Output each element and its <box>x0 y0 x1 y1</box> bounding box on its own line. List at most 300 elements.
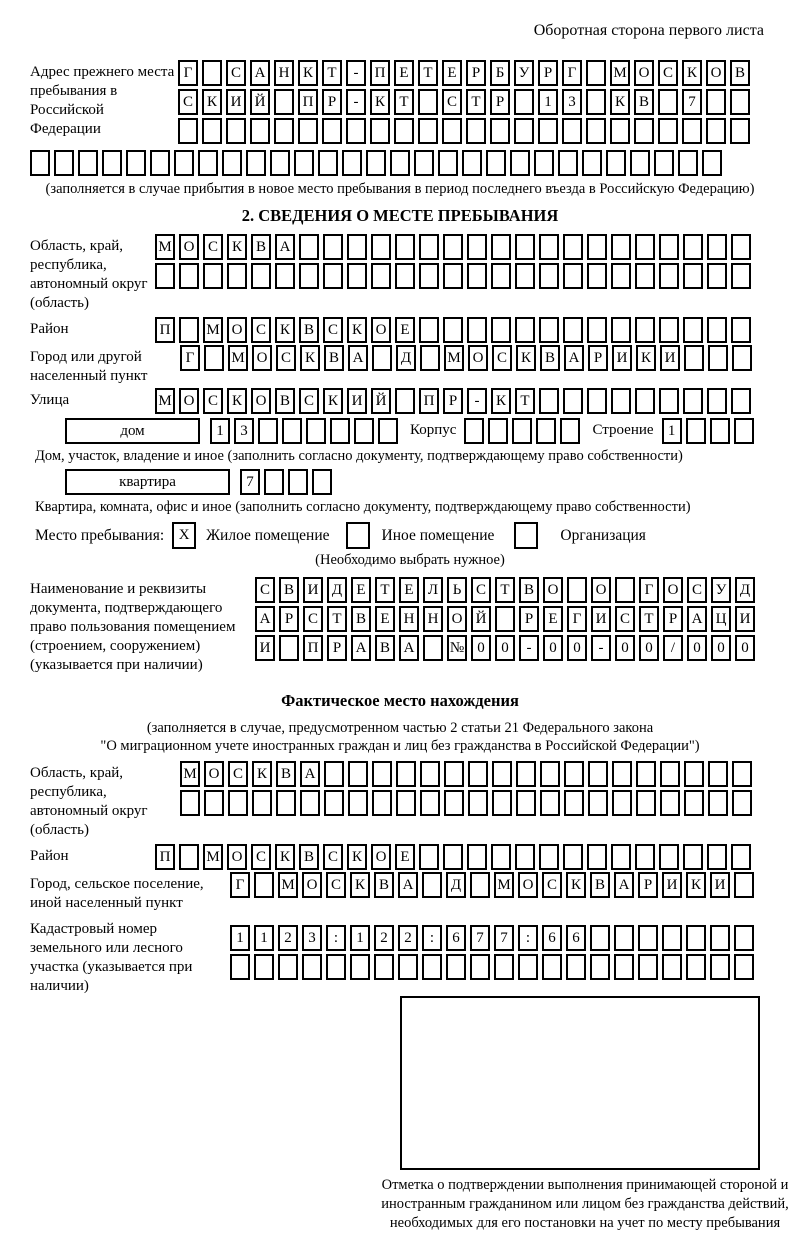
stay-type-label: Место пребывания: <box>35 526 165 544</box>
char-cell <box>371 234 391 260</box>
char-cell: 1 <box>350 925 370 951</box>
char-cell: В <box>251 234 271 260</box>
char-cell <box>659 317 679 343</box>
char-cell <box>467 234 487 260</box>
char-cell <box>734 872 754 898</box>
document-block <box>30 577 770 675</box>
char-cell <box>251 263 271 289</box>
char-cell: И <box>660 345 680 371</box>
char-cell: Р <box>466 60 486 86</box>
char-cell <box>322 118 342 144</box>
char-cell <box>731 844 751 870</box>
char-cell <box>588 761 608 787</box>
char-cell: К <box>491 388 511 414</box>
char-cell: В <box>730 60 750 86</box>
apartment-block <box>65 469 770 495</box>
char-cell <box>635 844 655 870</box>
char-cell <box>564 790 584 816</box>
char-cell <box>707 263 727 289</box>
char-cell: А <box>250 60 270 86</box>
char-cell <box>707 388 727 414</box>
char-cell <box>658 118 678 144</box>
char-cell: Е <box>351 577 371 603</box>
char-cell: Г <box>562 60 582 86</box>
char-cell <box>464 418 484 444</box>
char-cell <box>278 954 298 980</box>
cadastre-row-2 <box>230 954 758 980</box>
char-cell: Р <box>322 89 342 115</box>
char-cell <box>342 150 362 176</box>
char-cell: М <box>203 317 223 343</box>
char-cell: С <box>471 577 491 603</box>
char-cell: И <box>710 872 730 898</box>
char-cell: Е <box>394 60 414 86</box>
prev-address-row-4 <box>30 150 770 176</box>
actual-location-caption-2: "О миграционном учете иностранных граждан и лиц без гражданства в Российской Федерации") <box>100 738 700 754</box>
char-cell: С <box>615 606 635 632</box>
char-cell <box>420 790 440 816</box>
char-cell <box>635 263 655 289</box>
char-cell: 3 <box>562 89 582 115</box>
char-cell <box>330 418 350 444</box>
char-cell <box>654 150 674 176</box>
char-cell: П <box>298 89 318 115</box>
char-cell: : <box>518 925 538 951</box>
char-cell <box>635 317 655 343</box>
char-cell <box>582 150 602 176</box>
region-block <box>30 234 770 313</box>
region-label: Область, край, республика, автономный округ (область) <box>30 238 148 311</box>
char-cell: 7 <box>240 469 260 495</box>
char-cell: К <box>323 388 343 414</box>
char-cell <box>419 317 439 343</box>
char-cell: С <box>203 388 223 414</box>
prev-address-row-1 <box>178 60 754 86</box>
char-cell: С <box>226 60 246 86</box>
char-cell: А <box>300 761 320 787</box>
char-cell <box>587 263 607 289</box>
char-cell: 3 <box>302 925 322 951</box>
char-cell <box>258 418 278 444</box>
char-cell <box>514 118 534 144</box>
char-cell: Й <box>471 606 491 632</box>
char-cell <box>442 118 462 144</box>
char-cell <box>563 388 583 414</box>
char-cell: Ь <box>447 577 467 603</box>
char-cell: К <box>300 345 320 371</box>
char-cell <box>312 469 332 495</box>
char-cell: № <box>447 635 467 661</box>
char-cell: В <box>540 345 560 371</box>
char-cell <box>611 263 631 289</box>
char-cell: Т <box>418 60 438 86</box>
char-cell: К <box>347 844 367 870</box>
char-cell <box>558 150 578 176</box>
char-cell: О <box>371 317 391 343</box>
char-cell <box>684 761 704 787</box>
char-cell <box>467 317 487 343</box>
stamp-caption: Отметка о подтверждении выполнения принимающей стороной и иностранным гражданином или лицом без гражданства действий, необходимых для его постановки на учет по месту пребывания <box>381 1177 789 1231</box>
char-cell: О <box>518 872 538 898</box>
section2-title: 2. СВЕДЕНИЯ О МЕСТЕ ПРЕБЫВАНИЯ <box>241 206 559 225</box>
char-cell: Р <box>519 606 539 632</box>
char-cell <box>396 790 416 816</box>
char-cell: О <box>447 606 467 632</box>
char-cell <box>302 954 322 980</box>
char-cell: П <box>303 635 323 661</box>
char-cell: Г <box>639 577 659 603</box>
char-cell <box>702 150 722 176</box>
char-cell <box>422 872 442 898</box>
char-cell <box>443 317 463 343</box>
char-cell: С <box>492 345 512 371</box>
char-cell: Т <box>515 388 535 414</box>
document-rows <box>255 577 759 664</box>
char-cell <box>510 150 530 176</box>
char-cell: О <box>543 577 563 603</box>
char-cell <box>539 263 559 289</box>
char-cell: - <box>591 635 611 661</box>
stay-type-option-org-label: Организация <box>560 526 646 544</box>
char-cell: К <box>682 60 702 86</box>
char-cell <box>678 150 698 176</box>
char-cell <box>227 263 247 289</box>
char-cell <box>419 263 439 289</box>
actual-region-row-1 <box>180 761 756 787</box>
char-cell: С <box>255 577 275 603</box>
char-cell: О <box>204 761 224 787</box>
char-cell: Р <box>663 606 683 632</box>
city-block <box>30 345 770 386</box>
char-cell <box>467 263 487 289</box>
char-cell: К <box>636 345 656 371</box>
char-cell <box>374 954 394 980</box>
char-cell <box>372 761 392 787</box>
char-cell <box>662 925 682 951</box>
char-cell: У <box>514 60 534 86</box>
char-cell <box>346 118 366 144</box>
char-cell: И <box>735 606 755 632</box>
apartment-cells <box>240 469 336 495</box>
char-cell: К <box>252 761 272 787</box>
char-cell <box>636 790 656 816</box>
char-cell <box>324 761 344 787</box>
char-cell: О <box>179 388 199 414</box>
char-cell: О <box>251 388 271 414</box>
document-row-3 <box>255 635 759 661</box>
char-cell <box>495 606 515 632</box>
char-cell <box>560 418 580 444</box>
char-cell <box>395 388 415 414</box>
char-cell <box>180 790 200 816</box>
char-cell <box>126 150 146 176</box>
char-cell: Д <box>446 872 466 898</box>
char-cell: / <box>663 635 683 661</box>
char-cell: К <box>275 844 295 870</box>
char-cell <box>606 150 626 176</box>
stay-type-caption: (Необходимо выбрать нужное) <box>315 552 505 568</box>
char-cell <box>179 317 199 343</box>
char-cell: Е <box>543 606 563 632</box>
char-cell <box>226 118 246 144</box>
char-cell <box>466 118 486 144</box>
char-cell: Н <box>423 606 443 632</box>
char-cell: К <box>227 388 247 414</box>
char-cell <box>394 118 414 144</box>
char-cell <box>30 150 50 176</box>
char-cell: С <box>251 317 271 343</box>
char-cell: Р <box>327 635 347 661</box>
char-cell <box>419 234 439 260</box>
document-row-2 <box>255 606 759 632</box>
char-cell <box>684 790 704 816</box>
char-cell: К <box>610 89 630 115</box>
char-cell <box>418 118 438 144</box>
street-label: Улица <box>30 392 70 408</box>
char-cell <box>422 954 442 980</box>
house-block <box>65 418 770 444</box>
char-cell <box>630 150 650 176</box>
char-cell <box>318 150 338 176</box>
char-cell: Е <box>395 844 415 870</box>
char-cell <box>706 118 726 144</box>
char-cell: А <box>255 606 275 632</box>
char-cell <box>348 790 368 816</box>
char-cell <box>516 790 536 816</box>
char-cell <box>390 150 410 176</box>
char-cell: 0 <box>543 635 563 661</box>
char-cell <box>659 263 679 289</box>
char-cell: И <box>347 388 367 414</box>
char-cell <box>587 317 607 343</box>
char-cell: А <box>564 345 584 371</box>
district-block <box>30 317 770 343</box>
char-cell <box>731 317 751 343</box>
char-cell: О <box>371 844 391 870</box>
char-cell <box>174 150 194 176</box>
char-cell: О <box>468 345 488 371</box>
char-cell: 1 <box>230 925 250 951</box>
char-cell <box>638 925 658 951</box>
char-cell: Т <box>375 577 395 603</box>
char-cell <box>486 150 506 176</box>
apartment-caption: Квартира, комната, офис и иное (заполнить согласно документу, подтверждающему право собственности) <box>35 499 691 515</box>
char-cell <box>347 234 367 260</box>
char-cell <box>518 954 538 980</box>
char-cell: С <box>326 872 346 898</box>
char-cell: Р <box>279 606 299 632</box>
char-cell <box>707 844 727 870</box>
char-cell: Б <box>490 60 510 86</box>
char-cell: С <box>323 844 343 870</box>
char-cell: И <box>662 872 682 898</box>
house-box-label: дом <box>65 418 200 444</box>
char-cell <box>512 418 532 444</box>
char-cell: 1 <box>254 925 274 951</box>
region-rows <box>155 234 755 292</box>
prev-address-label: Адрес прежнего места пребывания в Российской Федерации <box>30 64 175 137</box>
cadastre-label: Кадастровый номер земельного или лесного участка (указывается при наличии) <box>30 921 193 994</box>
char-cell: 7 <box>470 925 490 951</box>
char-cell: Д <box>396 345 416 371</box>
char-cell <box>588 790 608 816</box>
char-cell: Е <box>399 577 419 603</box>
char-cell <box>563 844 583 870</box>
char-cell: У <box>711 577 731 603</box>
street-block <box>30 388 770 414</box>
cadastre-row-1 <box>230 925 758 951</box>
stroenie-label: Строение <box>592 422 654 438</box>
char-cell: И <box>591 606 611 632</box>
char-cell: Р <box>443 388 463 414</box>
char-cell <box>470 872 490 898</box>
district-label: Район <box>30 321 69 337</box>
char-cell <box>515 263 535 289</box>
char-cell <box>515 844 535 870</box>
char-cell: Т <box>322 60 342 86</box>
char-cell <box>614 954 634 980</box>
char-cell: М <box>155 388 175 414</box>
actual-region-label: Область, край, республика, автономный округ (область) <box>30 765 148 838</box>
char-cell <box>611 234 631 260</box>
char-cell: А <box>614 872 634 898</box>
actual-district-row <box>155 844 755 870</box>
char-cell <box>468 761 488 787</box>
char-cell: В <box>299 317 319 343</box>
char-cell <box>707 317 727 343</box>
char-cell: К <box>275 317 295 343</box>
char-cell: О <box>227 844 247 870</box>
char-cell <box>659 234 679 260</box>
char-cell <box>562 118 582 144</box>
char-cell <box>566 954 586 980</box>
char-cell <box>102 150 122 176</box>
char-cell: О <box>252 345 272 371</box>
char-cell <box>202 60 222 86</box>
char-cell: 0 <box>687 635 707 661</box>
char-cell <box>78 150 98 176</box>
char-cell <box>662 954 682 980</box>
char-cell <box>178 118 198 144</box>
char-cell <box>300 790 320 816</box>
char-cell <box>683 263 703 289</box>
char-cell <box>203 263 223 289</box>
char-cell <box>686 925 706 951</box>
char-cell: В <box>276 761 296 787</box>
char-cell: Т <box>394 89 414 115</box>
char-cell <box>658 89 678 115</box>
char-cell: П <box>155 844 175 870</box>
char-cell <box>710 925 730 951</box>
char-cell: С <box>228 761 248 787</box>
char-cell <box>586 89 606 115</box>
char-cell: С <box>299 388 319 414</box>
char-cell <box>611 388 631 414</box>
char-cell <box>706 89 726 115</box>
char-cell <box>710 418 730 444</box>
stay-type-block <box>35 522 770 549</box>
char-cell <box>683 388 703 414</box>
char-cell <box>491 263 511 289</box>
stay-type-checkbox-inoe <box>346 522 370 549</box>
char-cell <box>635 388 655 414</box>
char-cell <box>371 263 391 289</box>
char-cell: О <box>179 234 199 260</box>
char-cell <box>443 263 463 289</box>
char-cell <box>734 925 754 951</box>
char-cell <box>612 790 632 816</box>
char-cell <box>660 790 680 816</box>
char-cell: И <box>226 89 246 115</box>
char-cell: С <box>658 60 678 86</box>
char-cell <box>636 761 656 787</box>
char-cell <box>491 234 511 260</box>
actual-location-caption-1: (заполняется в случае, предусмотренном частью 2 статьи 21 Федерального закона <box>146 720 654 736</box>
char-cell <box>659 388 679 414</box>
char-cell: А <box>399 635 419 661</box>
char-cell: М <box>203 844 223 870</box>
char-cell <box>423 635 443 661</box>
char-cell: К <box>347 317 367 343</box>
char-cell <box>590 925 610 951</box>
char-cell <box>204 790 224 816</box>
char-cell: К <box>202 89 222 115</box>
char-cell: 6 <box>542 925 562 951</box>
char-cell: С <box>276 345 296 371</box>
actual-region-rows <box>180 761 756 819</box>
char-cell: 1 <box>662 418 682 444</box>
char-cell <box>638 954 658 980</box>
char-cell <box>587 844 607 870</box>
char-cell: О <box>663 577 683 603</box>
char-cell: М <box>278 872 298 898</box>
stay-type-checkbox-org <box>514 522 538 549</box>
char-cell: О <box>227 317 247 343</box>
char-cell: И <box>303 577 323 603</box>
region-row-1 <box>155 234 755 260</box>
char-cell <box>491 844 511 870</box>
char-cell <box>634 118 654 144</box>
char-cell: Р <box>638 872 658 898</box>
char-cell <box>563 317 583 343</box>
char-cell <box>467 844 487 870</box>
char-cell <box>323 263 343 289</box>
korpus-cells <box>464 418 584 444</box>
char-cell <box>612 761 632 787</box>
char-cell <box>252 790 272 816</box>
char-cell <box>470 954 490 980</box>
char-cell: Н <box>399 606 419 632</box>
char-cell <box>54 150 74 176</box>
char-cell <box>491 317 511 343</box>
char-cell <box>354 418 374 444</box>
char-cell: 1 <box>210 418 230 444</box>
char-cell <box>323 234 343 260</box>
char-cell <box>514 89 534 115</box>
char-cell <box>378 418 398 444</box>
char-cell <box>734 954 754 980</box>
char-cell <box>250 118 270 144</box>
char-cell: Е <box>375 606 395 632</box>
char-cell <box>372 790 392 816</box>
char-cell <box>708 790 728 816</box>
char-cell <box>635 234 655 260</box>
char-cell <box>228 790 248 816</box>
char-cell <box>492 790 512 816</box>
char-cell <box>326 954 346 980</box>
char-cell: А <box>687 606 707 632</box>
actual-location-title: Фактическое место нахождения <box>281 691 519 710</box>
